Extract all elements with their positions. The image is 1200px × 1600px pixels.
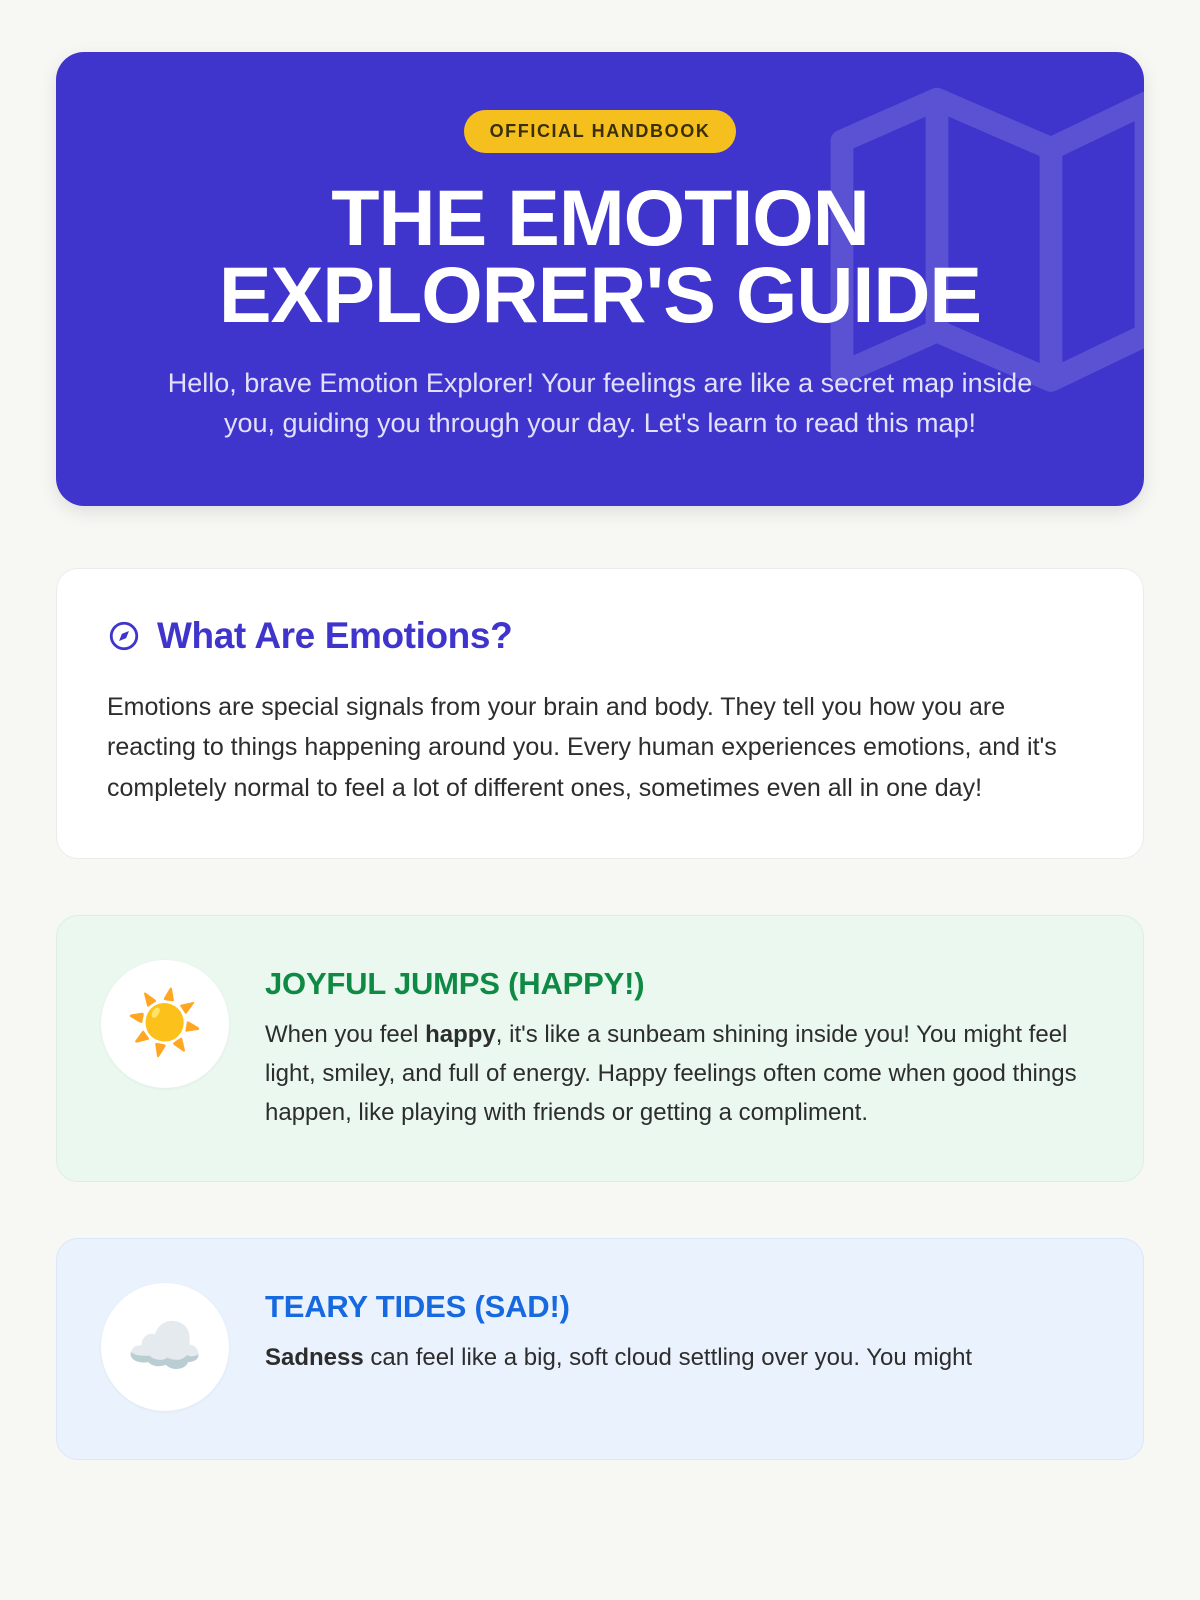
page-title-line2: EXPLORER'S GUIDE [218,250,982,340]
cloud-icon: ☁️ [101,1283,229,1411]
emotion-body-bold: happy [425,1021,496,1049]
section-what-are-emotions [56,568,1144,860]
page-title-line1: THE EMOTION [331,173,869,262]
emotion-body-rest: can feel like a big, soft cloud settling over you. You might [363,1343,973,1371]
emotion-body-bold: Sadness [265,1343,364,1371]
page-title [126,173,1074,340]
emotion-text-sad [265,1283,1095,1378]
emotion-card-sad [56,1238,1144,1460]
compass-icon [107,619,141,653]
hero-banner [56,52,1144,506]
emotion-text-happy [265,960,1095,1133]
emotion-body-rest: , it's like a sunbeam shining inside you! You might feel light, smiley, and full of energy. Happy feelings often come when good things happen, like playing with friends or getting a compliment. [265,1021,1077,1126]
emotion-body-happy [265,1016,1095,1133]
emotion-body-sad [265,1339,1095,1378]
section-title: What Are Emotions? [157,614,513,656]
emotion-body-lead: When you feel [265,1021,426,1049]
emotion-title-happy: JOYFUL JUMPS (HAPPY!) [265,966,645,1002]
sun-icon: ☀️ [101,960,229,1088]
emotion-card-happy [56,915,1144,1182]
handbook-badge: OFFICIAL HANDBOOK [464,110,737,153]
section-header [107,615,1093,657]
hero-subtitle: Hello, brave Emotion Explorer! Your feelings are like a secret map inside you, guiding you through your day. Let's learn to read this map! [167,367,1033,438]
emotion-title-sad: TEARY TIDES (SAD!) [265,1288,570,1324]
section-body: Emotions are special signals from your brain and body. They tell you how you are reacting to things happening around you. Every human experiences emotions, and it's completely normal to feel a lot of different ones, sometimes even all in one day! [107,692,1057,802]
